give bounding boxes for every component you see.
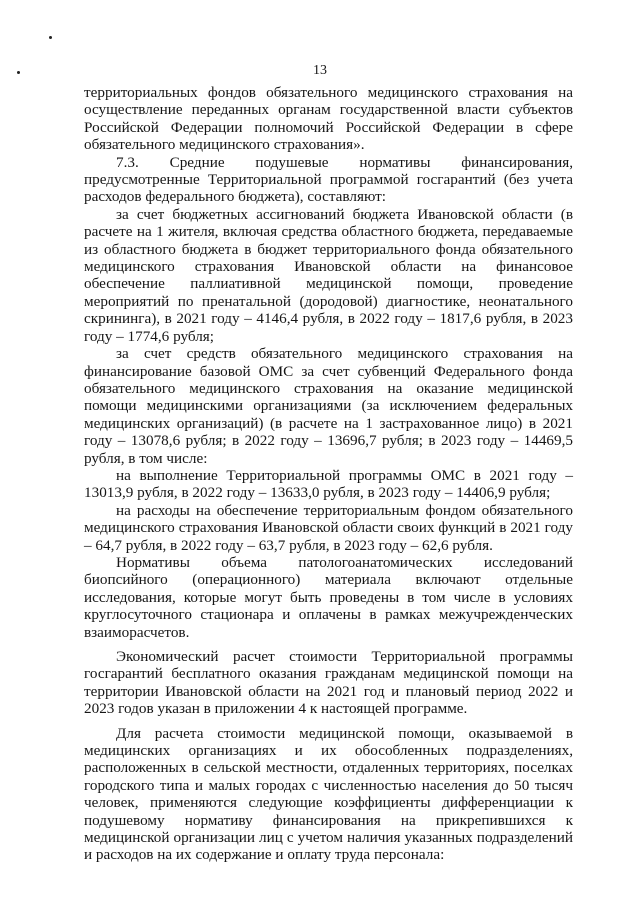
paragraph: за счет средств обязательного медицинского страхования на финансирование базовой ОМС за счет субвенций Федерального фонда обязательного медицинского страхования на оказание медицинской помощи медицинскими организациями (за исключением федеральных медицинских организаций) (в расчете на 1 застрахованное лицо) в 2021 году – 13078,6 рубля; в 2022 году – 13696,7 рубля; в 2023 году – 14469,5 рубля, в том числе: <box>84 345 573 467</box>
paragraph: на выполнение Территориальной программы ОМС в 2021 году – 13013,9 рубля, в 2022 году – 13633,0 рубля, в 2023 году – 14406,9 рубля; <box>84 466 573 502</box>
paragraph: на расходы на обеспечение территориальным фондом обязательного медицинского страхования Ивановской области своих функций в 2021 году – 64,7 рубля, в 2022 году – 63,7 рубля, в 2023 году – 62,6 рубля. <box>84 501 573 554</box>
scan-speck <box>49 36 52 39</box>
paragraph: территориальных фондов обязательного медицинского страхования на осуществление переданных органам государственной власти субъектов Российской Федерации полномочий Российской Федерации в сфере обязательного медицинского страхования». <box>84 84 573 154</box>
paragraph: Для расчета стоимости медицинской помощи, оказываемой в медицинских организациях и их обособленных подразделениях, расположенных в сельской местности, отдаленных территориях, поселках городского типа и малых городах с численностью населения до 50 тысяч человек, применяются следующие коэффициенты дифференциации к подушевому нормативу финансирования на прикрепившихся к медицинской организации лиц с учетом наличия указанных подразделений и расходов на их содержание и оплату труда персонала: <box>84 724 573 864</box>
paragraph: Нормативы объема патологоанатомических исследований биопсийного (операционного) материала включают отдельные исследования, которые могут быть проведены в том числе в условиях круглосуточного стационара и оплачены в рамках межучрежденческих взаиморасчетов. <box>84 553 573 641</box>
paragraph: 7.3. Средние подушевые нормативы финансирования, предусмотренные Территориальной программой госгарантий (без учета расходов федерального бюджета), составляют: <box>84 153 573 206</box>
page-number: 13 <box>313 63 327 78</box>
body-text <box>84 84 573 864</box>
paragraph: за счет бюджетных ассигнований бюджета Ивановской области (в расчете на 1 жителя, включая средства областного бюджета, передаваемые из областного бюджета в бюджет территориального фонда обязательного медицинского страхования Ивановской области на финансовое обеспечение паллиативной медицинской помощи, проведение мероприятий по пренатальной (дородовой) диагностике, неонатального скрининга), в 2021 году – 4146,4 рубля, в 2022 году – 1817,6 рубля, в 2023 году – 1774,6 рубля; <box>84 205 573 345</box>
paragraph: Экономический расчет стоимости Территориальной программы госгарантий бесплатного оказания гражданам медицинской помощи на территории Ивановской области на 2021 год и плановый период 2022 и 2023 годов указан в приложении 4 к настоящей программе. <box>84 648 573 718</box>
